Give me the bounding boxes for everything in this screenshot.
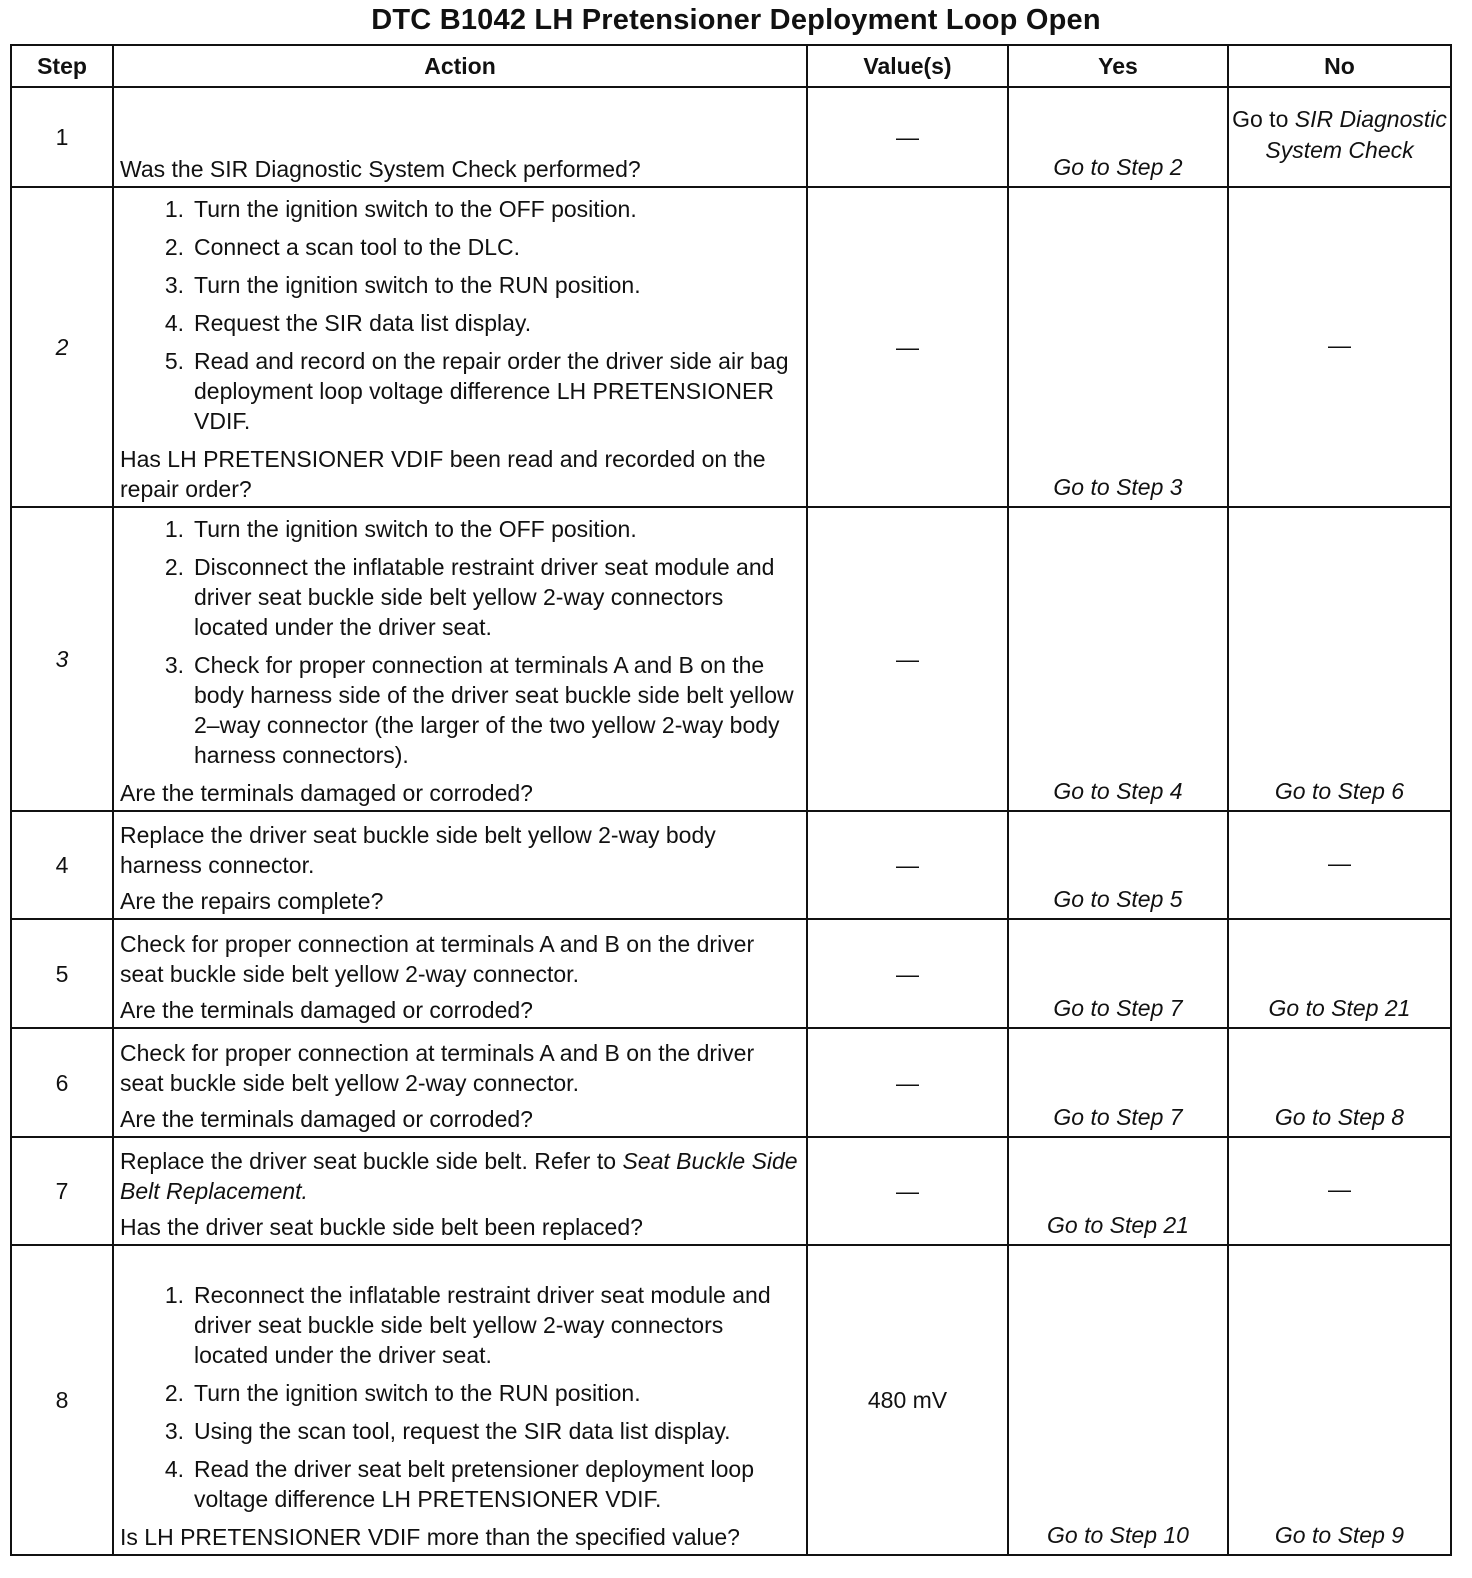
action-steps-list	[120, 1280, 802, 1514]
step-number: 5	[11, 919, 113, 1028]
yes-cell: Go to Step 21	[1008, 1137, 1228, 1245]
step-number: 2	[11, 187, 113, 507]
table-row	[11, 87, 1451, 187]
table-row	[11, 1028, 1451, 1137]
value-cell: —	[807, 187, 1008, 507]
no-prefix: Go to	[1232, 106, 1295, 132]
table-header-row	[11, 45, 1451, 87]
page-title: DTC B1042 LH Pretensioner Deployment Loop Open	[371, 4, 1101, 36]
value-cell: —	[807, 1028, 1008, 1137]
table-row	[11, 1137, 1451, 1245]
no-cell: Go to Step 21	[1228, 919, 1451, 1028]
action-question: Has the driver seat buckle side belt been replaced?	[120, 1214, 643, 1240]
diagnostic-table	[10, 44, 1452, 1556]
yes-cell: Go to Step 4	[1008, 507, 1228, 811]
action-question: Are the terminals damaged or corroded?	[120, 1106, 533, 1132]
no-cell: Go to Step 9	[1228, 1245, 1451, 1555]
value-cell: —	[807, 87, 1008, 187]
table-row	[11, 507, 1451, 811]
list-item: 4. Read the driver seat belt pretensioner deployment loop voltage difference LH PRETENSIONER VDIF.	[164, 1456, 755, 1512]
header-yes: Yes	[1008, 45, 1228, 87]
step-number: 1	[11, 87, 113, 187]
list-item: 5. Read and record on the repair order the driver side air bag deployment loop voltage difference LH PRETENSIONER VDIF.	[164, 348, 789, 434]
step-number: 8	[11, 1245, 113, 1555]
action-steps-list	[120, 194, 802, 436]
action-question: Are the terminals damaged or corroded?	[120, 780, 533, 806]
list-item: 4. Request the SIR data list display.	[164, 310, 532, 336]
step-number: 4	[11, 811, 113, 919]
list-item: 1. Turn the ignition switch to the OFF position.	[164, 196, 637, 222]
header-no: No	[1228, 45, 1451, 87]
action-text-prefix: Replace the driver seat buckle side belt. Refer to	[120, 1148, 623, 1174]
step-number: 3	[11, 507, 113, 811]
no-cell: —	[1228, 811, 1451, 919]
yes-cell: Go to Step 10	[1008, 1245, 1228, 1555]
action-question: Has LH PRETENSIONER VDIF been read and recorded on the repair order?	[120, 446, 766, 502]
action-cell	[113, 919, 807, 1028]
header-action: Action	[113, 45, 807, 87]
list-item: 2. Connect a scan tool to the DLC.	[164, 234, 521, 260]
table-row	[11, 919, 1451, 1028]
table-row	[11, 187, 1451, 507]
no-cell: —	[1228, 1137, 1451, 1245]
list-item: 1. Turn the ignition switch to the OFF position.	[164, 516, 637, 542]
action-cell	[113, 507, 807, 811]
action-question: Was the SIR Diagnostic System Check performed?	[120, 156, 641, 182]
action-cell	[113, 87, 807, 187]
yes-cell: Go to Step 7	[1008, 1028, 1228, 1137]
action-question: Are the repairs complete?	[120, 888, 384, 914]
yes-cell: Go to Step 5	[1008, 811, 1228, 919]
action-cell	[113, 1137, 807, 1245]
yes-cell: Go to Step 7	[1008, 919, 1228, 1028]
action-question: Are the terminals damaged or corroded?	[120, 997, 533, 1023]
step-number: 7	[11, 1137, 113, 1245]
no-cell	[1228, 87, 1451, 187]
list-item: 2. Turn the ignition switch to the RUN position.	[164, 1380, 641, 1406]
table-row	[11, 811, 1451, 919]
step-number: 6	[11, 1028, 113, 1137]
list-item: 2. Disconnect the inflatable restraint driver seat module and driver seat buckle side belt yellow 2-way connectors located under the driver seat.	[164, 554, 775, 640]
list-item: 3. Check for proper connection at terminals A and B on the body harness side of the driver seat buckle side belt yellow 2–way connector (the larger of the two yellow 2-way body harness connectors).	[164, 652, 794, 768]
no-cell: Go to Step 6	[1228, 507, 1451, 811]
action-text: Check for proper connection at terminals A and B on the driver seat buckle side belt yellow 2-way connector.	[120, 1040, 755, 1096]
action-question: Is LH PRETENSIONER VDIF more than the specified value?	[120, 1524, 740, 1550]
action-text: Replace the driver seat buckle side belt yellow 2-way body harness connector.	[120, 822, 716, 878]
reference-link-text: Seat Buckle Side Belt Replacement.	[120, 1148, 798, 1204]
value-cell: —	[807, 811, 1008, 919]
table-row	[11, 1245, 1451, 1555]
list-item: 1. Reconnect the inflatable restraint driver seat module and driver seat buckle side belt yellow 2-way connectors located under the driver seat.	[164, 1282, 771, 1368]
action-text	[120, 1146, 802, 1206]
value-cell: 480 mV	[807, 1245, 1008, 1555]
yes-cell: Go to Step 2	[1008, 87, 1228, 187]
header-values: Value(s)	[807, 45, 1008, 87]
no-cell: Go to Step 8	[1228, 1028, 1451, 1137]
action-text: Check for proper connection at terminals A and B on the driver seat buckle side belt yellow 2-way connector.	[120, 931, 755, 987]
header-step: Step	[11, 45, 113, 87]
list-item: 3. Turn the ignition switch to the RUN position.	[164, 272, 641, 298]
yes-cell: Go to Step 3	[1008, 187, 1228, 507]
value-cell: —	[807, 507, 1008, 811]
value-cell: —	[807, 919, 1008, 1028]
action-cell	[113, 811, 807, 919]
no-cell: —	[1228, 187, 1451, 507]
list-item: 3. Using the scan tool, request the SIR data list display.	[164, 1418, 731, 1444]
action-cell	[113, 187, 807, 507]
action-steps-list	[120, 514, 802, 770]
action-cell	[113, 1245, 807, 1555]
action-cell	[113, 1028, 807, 1137]
no-link-text: SIR Diagnostic System Check	[1265, 106, 1447, 163]
value-cell: —	[807, 1137, 1008, 1245]
